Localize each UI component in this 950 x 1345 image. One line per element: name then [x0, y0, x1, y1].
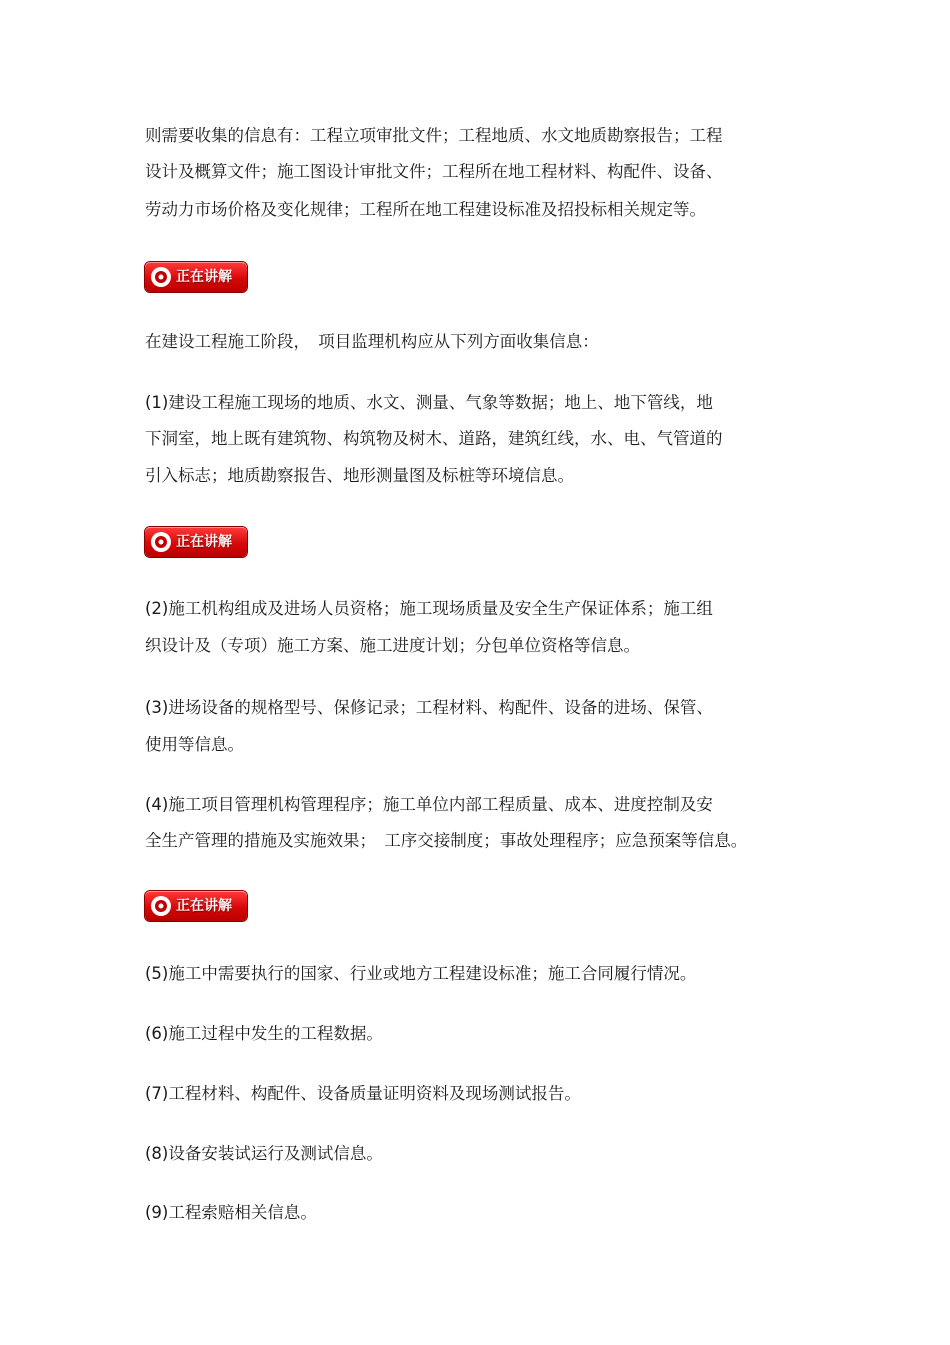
item-4-line-2: 全生产管理的措施及实施效果； 工序交接制度；事故处理程序；应急预案等信息。	[145, 831, 748, 850]
disc-icon	[150, 531, 172, 553]
item-8: (8)设备安装试运行及测试信息。	[145, 1144, 383, 1163]
item-3-line-1: (3)进场设备的规格型号、保修记录；工程材料、构配件、设备的进场、保管、	[145, 698, 713, 717]
disc-icon	[150, 895, 172, 917]
item-6: (6)施工过程中发生的工程数据。	[145, 1024, 383, 1043]
badge-label: 正在讲解	[176, 898, 232, 914]
item-4-line-1: (4)施工项目管理机构管理程序；施工单位内部工程质量、成本、进度控制及安	[145, 795, 713, 814]
intro-line-1: 则需要收集的信息有：工程立项审批文件；工程地质、水文地质勘察报告；工程	[145, 126, 723, 145]
item-1-line-3: 引入标志；地质勘察报告、地形测量图及标桩等环境信息。	[145, 466, 574, 485]
intro-line-2: 设计及概算文件；施工图设计审批文件；工程所在地工程材料、构配件、设备、	[145, 162, 723, 181]
item-1-line-1: (1)建设工程施工现场的地质、水文、测量、气象等数据；地上、地下管线，地	[145, 393, 713, 412]
item-7: (7)工程材料、构配件、设备质量证明资料及现场测试报告。	[145, 1084, 581, 1103]
badge-label: 正在讲解	[176, 534, 232, 550]
item-9: (9)工程索赔相关信息。	[145, 1203, 317, 1222]
item-5: (5)施工中需要执行的国家、行业或地方工程建设标准；施工合同履行情况。	[145, 964, 697, 983]
intro-line-3: 劳动力市场价格及变化规律；工程所在地工程建设标准及招投标相关规定等。	[145, 200, 706, 219]
now-explaining-button[interactable]	[145, 527, 247, 557]
now-explaining-button[interactable]	[145, 262, 247, 292]
item-2-line-1: (2)施工机构组成及进场人员资格；施工现场质量及安全生产保证体系；施工组	[145, 599, 713, 618]
badge-label: 正在讲解	[176, 269, 232, 285]
item-1-line-2: 下洞室，地上既有建筑物、构筑物及树木、道路，建筑红线，水、电、气管道的	[145, 429, 723, 448]
stage-heading: 在建设工程施工阶段， 项目监理机构应从下列方面收集信息：	[145, 332, 599, 351]
now-explaining-button[interactable]	[145, 891, 247, 921]
disc-icon	[150, 266, 172, 288]
item-3-line-2: 使用等信息。	[145, 735, 244, 754]
item-2-line-2: 织设计及（专项）施工方案、施工进度计划；分包单位资格等信息。	[145, 636, 640, 655]
